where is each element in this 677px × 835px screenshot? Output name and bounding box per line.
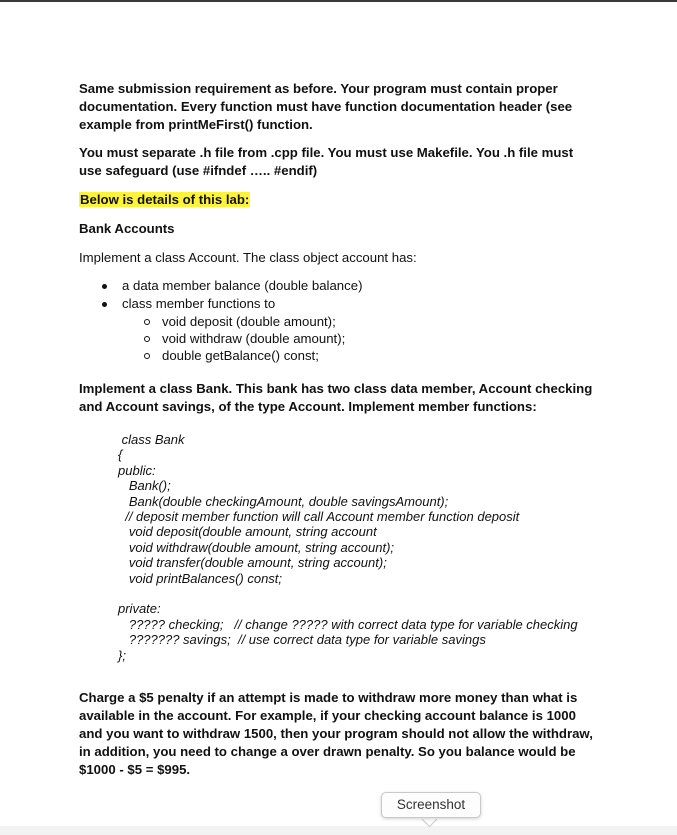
member-function-list xyxy=(122,313,599,364)
hollow-bullet-icon xyxy=(144,336,150,342)
sub-bullet-text: double getBalance() const; xyxy=(162,348,319,363)
penalty-paragraph: Charge a $5 penalty if an attempt is made to withdraw more money than what is available in the account. For example, if your checking account balance is 1000 and you want to withdraw 1500, then your program should not allow the withdraw, in addition, you need to change a over drawn penalty. So you balance would be $1000 - $5 = $995. xyxy=(79,690,593,778)
sub-bullet-text: void withdraw (double amount); xyxy=(162,331,346,346)
list-item xyxy=(122,330,599,347)
submission-requirements-paragraph: Same submission requirement as before. Your program must contain proper documentation. Every function must have function documentation header (see example from printMeFirst() function. xyxy=(79,81,573,132)
bullet-dot-icon xyxy=(102,302,107,307)
hollow-bullet-icon xyxy=(144,319,150,325)
list-item xyxy=(79,295,599,364)
sub-bullet-text: void deposit (double amount); xyxy=(162,314,336,329)
code-line: private: xyxy=(118,601,161,617)
code-line: void printBalances() const; xyxy=(118,570,283,586)
window-top-border xyxy=(0,0,677,2)
code-line: void withdraw(double amount, string account); xyxy=(118,539,395,555)
code-line: ????? checking; // change ????? with correct data type for variable checking xyxy=(118,616,578,632)
bottom-toolbar-strip xyxy=(0,826,677,835)
bullet-text: class member functions to xyxy=(122,296,276,311)
code-line: { xyxy=(118,447,123,463)
account-intro: Implement a class Account. The class object account has: xyxy=(79,250,417,265)
screenshot-tooltip[interactable]: Screenshot xyxy=(381,792,481,818)
code-line: class Bank xyxy=(118,432,185,447)
list-item xyxy=(79,277,599,295)
code-line: }; xyxy=(118,647,126,663)
lab-details-highlight: Below is details of this lab: xyxy=(80,192,250,207)
bullet-text: a data member balance (double balance) xyxy=(122,278,363,293)
list-item xyxy=(122,347,599,364)
code-blank-line xyxy=(118,586,599,601)
code-line: public: xyxy=(118,462,156,478)
bank-class-paragraph: Implement a class Bank. This bank has two class data member, Account checking and Account savings, of the type Account. Implement member functions: xyxy=(79,381,593,414)
highlight-line xyxy=(79,191,599,209)
document-page xyxy=(79,80,599,779)
code-line: Bank(); xyxy=(118,478,171,494)
file-separation-paragraph: You must separate .h file from .cpp file. You must use Makefile. You .h file must use safeguard (use #ifndef ….. #endif) xyxy=(79,145,574,178)
bank-class-code xyxy=(118,432,599,663)
bullet-dot-icon xyxy=(102,284,107,289)
hollow-bullet-icon xyxy=(144,353,150,359)
account-bullet-list xyxy=(79,277,599,364)
code-line: void transfer(double amount, string account); xyxy=(118,555,387,571)
code-line: Bank(double checkingAmount, double savingsAmount); xyxy=(118,493,449,509)
code-line: ??????? savings; // use correct data type for variable savings xyxy=(118,632,486,648)
section-heading: Bank Accounts xyxy=(79,221,175,236)
code-line: // deposit member function will call Account member function deposit xyxy=(118,509,520,525)
code-line: void deposit(double amount, string account xyxy=(118,524,377,540)
list-item xyxy=(122,313,599,330)
